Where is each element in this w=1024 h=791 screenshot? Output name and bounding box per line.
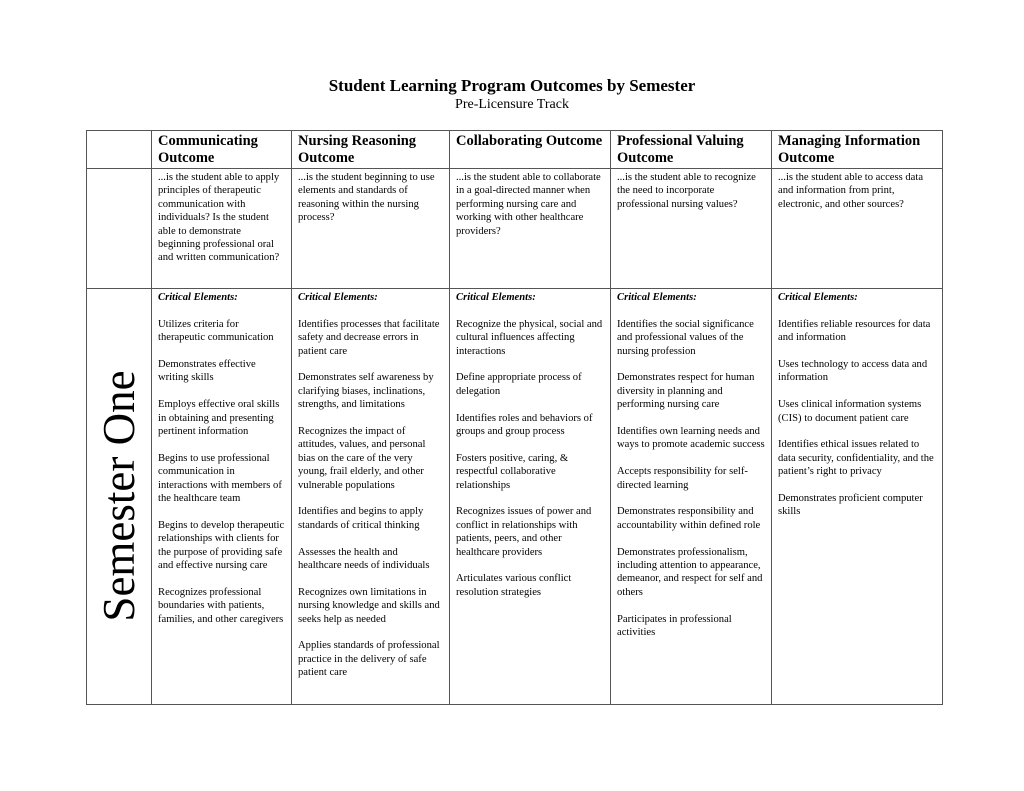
header-managing-information: Managing Information Outcome — [772, 131, 943, 169]
elements-communicating — [152, 289, 292, 705]
list-item: Articulates various conflict resolution strategies — [456, 573, 572, 598]
list-item: Recognizes own limitations in nursing knowledge and skills and seeks help as needed — [298, 586, 440, 625]
critical-elements-label: Critical Elements: — [617, 292, 697, 303]
list-item: Recognizes the impact of attitudes, values, and personal bias on the care of the very young, frail elderly, and other vulnerable populations — [298, 426, 426, 491]
corner-cell — [87, 131, 152, 169]
list-item: Identifies roles and behaviors of groups and group process — [456, 412, 593, 438]
list-item: Identifies ethical issues related to data security, confidentiality, and the patient’s right to privacy — [778, 439, 934, 478]
page-title: Student Learning Program Outcomes by Semester — [328, 76, 696, 95]
header-professional-valuing: Professional Valuing Outcome — [611, 131, 772, 169]
header-row — [87, 131, 943, 169]
elements-nursing-reasoning — [292, 289, 450, 705]
list-item: Demonstrates proficient computer skills — [778, 493, 923, 518]
header-nursing-reasoning: Nursing Reasoning Outcome — [292, 131, 450, 169]
question-row — [87, 169, 943, 289]
question-communicating: ...is the student able to apply principles of therapeutic communication with individuals? Is the student able to demonstrate beginning professional oral and written communication? — [152, 169, 292, 289]
list-item: Identifies own learning needs and ways to promote academic success — [617, 426, 765, 451]
list-item: Recognizes issues of power and conflict in relationships with patients, peers, and other healthcare providers — [456, 506, 592, 558]
question-row-label-cell — [87, 169, 152, 289]
list-item: Accepts responsibility for self-directed learning — [617, 466, 748, 491]
list-item: Uses clinical information systems (CIS) to document patient care — [778, 399, 922, 424]
critical-elements-label: Critical Elements: — [778, 292, 858, 303]
critical-elements-label: Critical Elements: — [456, 292, 536, 303]
question-professional-valuing: ...is the student able to recognize the need to incorporate professional nursing values? — [611, 169, 772, 289]
list-item: Demonstrates respect for human diversity in planning and performing nursing care — [617, 372, 755, 411]
list-item: Identifies the social significance and professional values of the nursing profession — [617, 318, 754, 357]
list-item: Recognize the physical, social and cultural influences affecting interactions — [456, 318, 603, 357]
question-collaborating: ...is the student able to collaborate in a goal-directed manner when performing nursing care and working with other healthcare providers? — [450, 169, 611, 289]
list-item: Begins to develop therapeutic relationships with clients for the purpose of providing safe and effective nursing care — [158, 519, 285, 572]
list-item: Participates in professional activities — [617, 613, 732, 639]
header-collaborating: Collaborating Outcome — [450, 131, 611, 169]
list-item: Recognizes professional boundaries with patients, families, and other caregivers — [158, 586, 284, 625]
list-item: Employs effective oral skills in obtaining and presenting pertinent information — [158, 399, 280, 438]
list-item: Demonstrates professionalism, including attention to appearance, demeanor, and respect for self and others — [617, 546, 763, 598]
elements-professional-valuing — [611, 289, 772, 705]
list-item: Identifies processes that facilitate safety and decrease errors in patient care — [298, 318, 440, 357]
semester-label: Semester One — [94, 370, 144, 622]
list-item: Assesses the health and healthcare needs of individuals — [298, 546, 430, 572]
outcomes-table — [86, 130, 943, 705]
list-item: Utilizes criteria for therapeutic communication — [158, 318, 274, 344]
critical-elements-label: Critical Elements: — [298, 292, 378, 303]
list-item: Uses technology to access data and information — [778, 359, 928, 384]
list-item: Begins to use professional communication in interactions with members of the healthcare team — [158, 452, 282, 505]
question-managing-information: ...is the student able to access data and information from print, electronic, and other sources? — [772, 169, 943, 289]
header-communicating: Communicating Outcome — [152, 131, 292, 169]
list-item: Identifies reliable resources for data and information — [778, 318, 931, 344]
semester-one-row — [87, 289, 943, 705]
list-item: Identifies and begins to apply standards of critical thinking — [298, 506, 424, 531]
list-item: Applies standards of professional practice in the delivery of safe patient care — [298, 640, 440, 679]
list-item: Demonstrates self awareness by clarifying biases, inclinations, strengths, and limitations — [298, 372, 434, 411]
list-item: Demonstrates responsibility and accountability within defined role — [617, 506, 761, 531]
semester-label-cell — [87, 289, 152, 705]
elements-collaborating — [450, 289, 611, 705]
list-item: Fosters positive, caring, & respectful collaborative relationships — [456, 452, 569, 491]
critical-elements-label: Critical Elements: — [158, 292, 238, 303]
list-item: Demonstrates effective writing skills — [158, 359, 256, 384]
question-nursing-reasoning: ...is the student beginning to use elements and standards of reasoning within the nursing process? — [292, 169, 450, 289]
elements-managing-information — [772, 289, 943, 705]
page-subtitle: Pre-Licensure Track — [455, 97, 569, 112]
list-item: Define appropriate process of delegation — [456, 372, 582, 397]
